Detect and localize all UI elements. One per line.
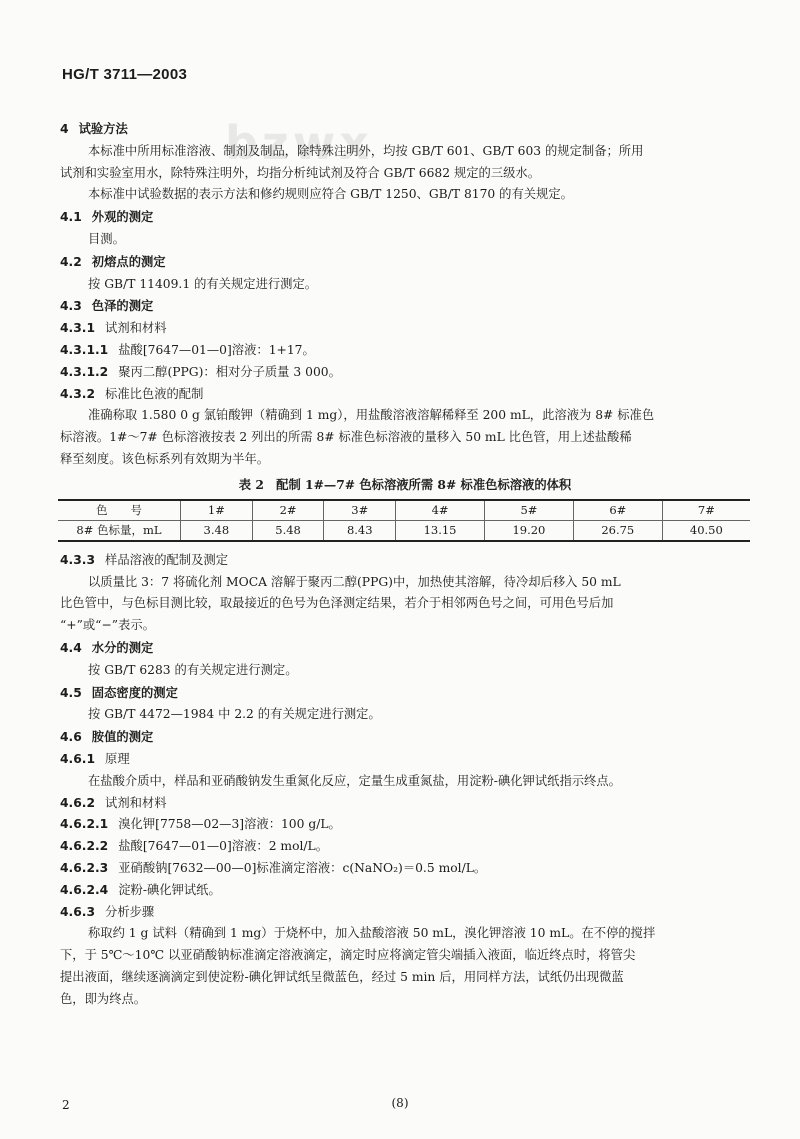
subsection-heading [60,793,750,815]
text-line [60,163,750,185]
text-line [60,449,750,471]
line-text: 色，即为终点。 [60,991,147,1006]
paragraph-line [60,274,750,296]
line-text: 本标准中所用标准溶液、制剂及制品，除特殊注明外，均按 GB/T 601、GB/T 603 的规定制备；所用 [88,143,644,158]
subsection-heading [60,814,750,836]
section-number: 4.1 [60,210,82,225]
line-text: 目测。 [88,231,125,246]
document-body [60,118,750,1010]
text-line [60,427,750,449]
subsection-heading [60,550,750,572]
text-line [60,967,750,989]
line-text: 标溶液。1#～7# 色标溶液按表 2 列出的所需 8# 标准色标溶液的量移入 50 mL 比色管，用上述盐酸稀 [60,430,632,445]
watermark: bzwx [225,116,373,170]
table-cell: 5.48 [252,520,324,541]
line-text: 外观的测定 [91,209,154,225]
section-number: 4.5 [60,685,82,700]
paragraph-line [60,660,750,682]
line-text: 亚硝酸钠[7632—00—0]标准滴定溶液：c(NaNO₂)＝0.5 mol/L。 [118,860,487,875]
section-number: 4.3.1 [60,321,96,336]
subsection-heading [60,749,750,771]
section-number: 4.3.2 [60,386,96,401]
table-header-cell: 7# [662,500,750,521]
line-text: 下，于 5℃～10℃ 以亚硝酸钠标准滴定溶液滴定，滴定时应将滴定管尖端插入液面，临近终点时，将管尖 [60,948,636,963]
text-line [60,989,750,1011]
line-text: 按 GB/T 4472—1984 中 2.2 的有关规定进行测定。 [88,707,381,722]
line-text: 盐酸[7647—01—0]溶液：2 mol/L。 [118,839,329,854]
section-heading [60,637,750,660]
line-text: 淀粉-碘化钾试纸。 [118,882,221,897]
subsection-heading [60,880,750,902]
line-text: 本标准中试验数据的表示方法和修约规则应符合 GB/T 1250、GB/T 8170 的有关规定。 [88,187,573,202]
line-text: 以质量比 3：7 将硫化剂 MOCA 溶解于聚丙二醇(PPG)中，加热使其溶解，待冷却后移入 50 mL [88,574,621,589]
table-header-cell: 4# [396,500,485,521]
line-text: 准确称取 1.580 0 g 氯铂酸钾（精确到 1 mg），用盐酸溶液溶解稀释至 200 mL，此溶液为 8# 标准色 [88,408,655,423]
line-text: “+”或“−”表示。 [60,618,155,633]
section-number: 4.6.3 [60,904,96,919]
paragraph-line [60,405,750,427]
table-cell: 40.50 [662,520,750,541]
table-header-label: 色 号 [58,500,181,521]
table-header-row [58,500,750,521]
paragraph-line [60,572,750,594]
paragraph-line [60,184,750,206]
line-text: 溴化钾[7758—02—3]溶液：100 g/L。 [118,817,341,832]
section-heading [60,295,750,318]
section-number: 4.3.1.2 [60,364,109,379]
subsection-heading [60,340,750,362]
table-cell: 8.43 [324,520,396,541]
section-heading [60,118,750,141]
table-row-label: 8# 色标量，mL [76,523,162,538]
line-text: 试验方法 [78,121,128,136]
line-text: 色泽的测定 [91,298,154,314]
table-header-cell: 6# [573,500,662,521]
text-line [60,615,750,637]
page-number: 2 [62,1098,70,1112]
table-header-cell: 3# [324,500,396,521]
line-text: 按 GB/T 6283 的有关规定进行测定。 [88,662,298,677]
table-cell: 26.75 [573,520,662,541]
line-text: 分析步骤 [105,904,155,919]
line-text: 试剂和材料 [105,795,167,810]
paragraph-line [60,704,750,726]
section-heading [60,206,750,229]
section-number: 4 [60,122,69,136]
line-text: 比色管中，与色标目测比较，取最接近的色号为色泽测定结果，若介于相邻两色号之间，可用色号后加 [60,596,614,611]
page-center-mark: (8) [391,1096,409,1110]
table-caption: 表 2 配制 1#—7# 色标溶液所需 8# 标准色标溶液的体积 [238,476,572,492]
subsection-heading [60,362,750,384]
subsection-heading [60,902,750,924]
paragraph-line [60,771,750,793]
line-text: 聚丙二醇(PPG)：相对分子质量 3 000。 [118,364,341,379]
standard-code: HG/T 3711—2003 [62,66,188,83]
color-standard-table [58,499,750,542]
section-number: 4.3.1.1 [60,342,109,357]
table-cell: 19.20 [484,520,573,541]
line-text: 释至刻度。该色标系列有效期为半年。 [60,451,270,466]
section-heading [60,726,750,749]
section-heading [60,682,750,705]
table-header-cell: 1# [181,500,253,521]
text-line [60,593,750,615]
line-text: 水分的测定 [91,639,154,655]
table-header-cell: 5# [484,500,573,521]
line-text: 原理 [105,751,130,766]
subsection-heading [60,858,750,880]
section-number: 4.3.3 [60,552,96,567]
paragraph-line [60,141,750,163]
line-text: 称取约 1 g 试料（精确到 1 mg）于烧杯中，加入盐酸溶液 50 mL，溴化钾溶液 10 mL。在不停的搅拌 [88,926,656,941]
table-cell: 3.48 [181,520,253,541]
paragraph-line [60,923,750,945]
section-number: 4.6.2.2 [60,839,109,854]
table-row [58,520,750,541]
paragraph-line [60,229,750,251]
subsection-heading [60,384,750,406]
text-line [60,945,750,967]
line-text: 按 GB/T 11409.1 的有关规定进行测定。 [88,276,318,291]
line-text: 在盐酸介质中，样品和亚硝酸钠发生重氮化反应，定量生成重氮盐，用淀粉-碘化钾试纸指示终点。 [88,773,621,788]
line-text: 标准比色液的配制 [105,386,204,401]
line-text: 盐酸[7647—01—0]溶液：1+17。 [118,342,315,357]
section-number: 4.6.2.3 [60,860,109,875]
section-heading [60,251,750,274]
section-number: 4.6.2 [60,795,96,810]
section-number: 4.6.1 [60,751,96,766]
section-number: 4.4 [60,640,82,655]
line-text: 试剂和材料 [105,321,167,336]
section-number: 4.6 [60,730,82,745]
section-number: 4.6.2.4 [60,882,109,897]
section-number: 4.6.2.1 [60,817,109,832]
line-text: 胺值的测定 [91,729,154,745]
line-text: 初熔点的测定 [91,253,166,269]
line-text: 试剂和实验室用水，除特殊注明外，均指分析纯试剂及符合 GB/T 6682 规定的三级水。 [60,165,541,180]
subsection-heading [60,318,750,340]
section-number: 4.3 [60,299,82,314]
line-text: 样品溶液的配制及测定 [105,552,228,567]
line-text: 固态密度的测定 [91,684,178,700]
section-number: 4.2 [60,254,82,269]
subsection-heading [60,836,750,858]
table-cell: 13.15 [396,520,485,541]
line-text: 提出液面，继续逐滴滴定到使淀粉-碘化钾试纸呈微蓝色，经过 5 min 后，用同样方法，试纸仍出现微蓝 [60,969,624,984]
table-header-cell: 2# [252,500,324,521]
